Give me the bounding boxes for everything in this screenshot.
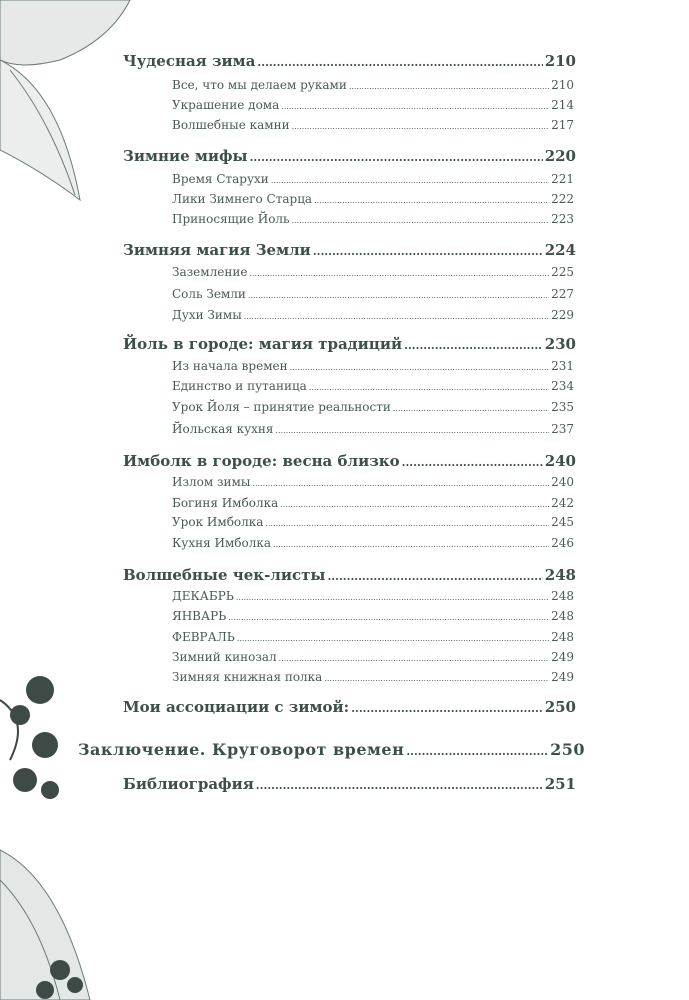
leader-dots bbox=[237, 634, 549, 643]
entry-title: Зимний кинозал bbox=[172, 650, 277, 664]
toc-section-heading[interactable] bbox=[123, 566, 576, 584]
leader-dots bbox=[250, 151, 543, 164]
leader-dots bbox=[327, 570, 542, 583]
entry-title: Волшебные чек-листы bbox=[123, 566, 326, 584]
entry-page: 227 bbox=[551, 287, 574, 301]
toc-subentry[interactable] bbox=[172, 515, 574, 529]
entry-title: Урок Имболка bbox=[172, 515, 264, 529]
toc-subentry[interactable] bbox=[172, 379, 574, 393]
entry-page: 223 bbox=[551, 212, 574, 226]
entry-title: Излом зимы bbox=[172, 475, 251, 489]
entry-title: Духи Зимы bbox=[172, 308, 242, 322]
toc-subentry[interactable] bbox=[172, 609, 574, 623]
leader-dots bbox=[279, 654, 549, 663]
entry-page: 214 bbox=[551, 98, 574, 112]
entry-page: 245 bbox=[551, 515, 574, 529]
toc-subentry[interactable] bbox=[172, 589, 574, 603]
entry-page: 240 bbox=[551, 475, 574, 489]
toc-subentry[interactable] bbox=[172, 422, 574, 436]
leader-dots bbox=[406, 745, 548, 758]
toc-entry-bibliography[interactable] bbox=[123, 775, 576, 793]
entry-title: Йоль в городе: магия традиций bbox=[123, 335, 403, 353]
entry-title: Волшебные камни bbox=[172, 118, 290, 132]
entry-page: 237 bbox=[551, 422, 574, 436]
leader-dots bbox=[236, 593, 549, 602]
entry-page: 249 bbox=[551, 670, 574, 684]
entry-page: 225 bbox=[551, 265, 574, 279]
entry-title: Приносящие Йоль bbox=[172, 212, 290, 226]
entry-page: 246 bbox=[551, 536, 574, 550]
entry-title: Зимняя магия Земли bbox=[123, 241, 311, 259]
toc-subentry[interactable] bbox=[172, 98, 574, 112]
leader-dots bbox=[351, 702, 543, 715]
entry-title: Украшение дома bbox=[172, 98, 280, 112]
toc-subentry[interactable] bbox=[172, 475, 574, 489]
leader-dots bbox=[314, 196, 549, 205]
toc-section-heading[interactable] bbox=[123, 52, 576, 70]
toc-subentry[interactable] bbox=[172, 630, 574, 644]
toc-section-heading[interactable] bbox=[123, 698, 576, 716]
toc-section-heading[interactable] bbox=[123, 147, 576, 165]
leader-dots bbox=[324, 674, 549, 683]
entry-title: Имболк в городе: весна близко bbox=[123, 452, 400, 470]
toc-subentry[interactable] bbox=[172, 78, 574, 92]
leader-dots bbox=[256, 779, 543, 792]
entry-title: Время Старухи bbox=[172, 172, 269, 186]
entry-page: 251 bbox=[544, 775, 576, 793]
entry-page: 210 bbox=[544, 52, 576, 70]
entry-page: 221 bbox=[551, 172, 574, 186]
berries-illustration-left bbox=[0, 660, 70, 810]
leader-dots bbox=[281, 102, 549, 111]
leader-dots bbox=[271, 176, 549, 185]
toc-subentry[interactable] bbox=[172, 265, 574, 279]
entry-page: 249 bbox=[551, 650, 574, 664]
entry-page: 210 bbox=[551, 78, 574, 92]
entry-title: Единство и путаница bbox=[172, 379, 307, 393]
leader-dots bbox=[273, 540, 549, 549]
toc-entry-conclusion[interactable] bbox=[78, 740, 585, 759]
leader-dots bbox=[309, 383, 549, 392]
leader-dots bbox=[313, 245, 543, 258]
entry-title: Лики Зимнего Старца bbox=[172, 192, 313, 206]
entry-page: 242 bbox=[551, 496, 574, 510]
toc-subentry[interactable] bbox=[172, 359, 574, 373]
leader-dots bbox=[393, 404, 549, 413]
entry-title: Заземление bbox=[172, 265, 248, 279]
entry-page: 250 bbox=[550, 740, 585, 759]
entry-title: Чудесная зима bbox=[123, 52, 256, 70]
entry-title: ЯНВАРЬ bbox=[172, 609, 227, 623]
leader-dots bbox=[292, 122, 549, 131]
leader-dots bbox=[276, 426, 550, 435]
entry-title: Кухня Имболка bbox=[172, 536, 272, 550]
entry-page: 229 bbox=[551, 308, 574, 322]
leaf-illustration-top-left bbox=[0, 0, 140, 210]
leader-dots bbox=[280, 500, 549, 509]
leader-dots bbox=[349, 82, 549, 91]
entry-title: Зимние мифы bbox=[123, 147, 248, 165]
entry-title: Зимняя книжная полка bbox=[172, 670, 323, 684]
leader-dots bbox=[249, 269, 549, 278]
leader-dots bbox=[290, 363, 549, 372]
toc-section-heading[interactable] bbox=[123, 452, 576, 470]
toc-subentry[interactable] bbox=[172, 400, 574, 414]
toc-section-heading[interactable] bbox=[123, 241, 576, 259]
entry-page: 220 bbox=[544, 147, 576, 165]
entry-page: 217 bbox=[551, 118, 574, 132]
toc-subentry[interactable] bbox=[172, 650, 574, 664]
entry-title: Урок Йоля – принятие реальности bbox=[172, 400, 391, 414]
toc-subentry[interactable] bbox=[172, 536, 574, 550]
entry-page: 234 bbox=[551, 379, 574, 393]
entry-title: Из начала времен bbox=[172, 359, 288, 373]
toc-section-heading[interactable] bbox=[123, 335, 576, 353]
toc-subentry[interactable] bbox=[172, 192, 574, 206]
entry-page: 250 bbox=[544, 698, 576, 716]
entry-page: 240 bbox=[544, 452, 576, 470]
entry-page: 222 bbox=[551, 192, 574, 206]
toc-subentry[interactable] bbox=[172, 670, 574, 684]
entry-title: Богиня Имболка bbox=[172, 496, 279, 510]
leader-dots bbox=[252, 479, 549, 488]
entry-page: 248 bbox=[551, 589, 574, 603]
toc-subentry[interactable] bbox=[172, 118, 574, 132]
entry-title: ДЕКАБРЬ bbox=[172, 589, 234, 603]
entry-page: 235 bbox=[551, 400, 574, 414]
entry-page: 224 bbox=[544, 241, 576, 259]
leader-dots bbox=[257, 56, 542, 69]
entry-title: Все, что мы делаем руками bbox=[172, 78, 347, 92]
toc-subentry[interactable] bbox=[172, 496, 574, 510]
toc-subentry[interactable] bbox=[172, 172, 574, 186]
entry-title: ФЕВРАЛЬ bbox=[172, 630, 235, 644]
entry-title: Йольская кухня bbox=[172, 422, 274, 436]
leaf-illustration-bottom-left bbox=[0, 820, 120, 1000]
entry-page: 231 bbox=[551, 359, 574, 373]
entry-title: Заключение. Круговорот времен bbox=[78, 740, 405, 759]
entry-title: Мои ассоциации с зимой: bbox=[123, 698, 350, 716]
leader-dots bbox=[244, 312, 549, 321]
leader-dots bbox=[402, 456, 543, 469]
entry-page: 248 bbox=[551, 630, 574, 644]
leader-dots bbox=[404, 339, 543, 352]
leader-dots bbox=[292, 216, 550, 225]
leader-dots bbox=[228, 613, 549, 622]
entry-title: Соль Земли bbox=[172, 287, 246, 301]
toc-subentry[interactable] bbox=[172, 212, 574, 226]
toc-subentry[interactable] bbox=[172, 287, 574, 301]
entry-page: 248 bbox=[551, 609, 574, 623]
leader-dots bbox=[248, 291, 549, 300]
entry-title: Библиография bbox=[123, 775, 254, 793]
toc-subentry[interactable] bbox=[172, 308, 574, 322]
leader-dots bbox=[265, 519, 549, 528]
entry-page: 230 bbox=[544, 335, 576, 353]
entry-page: 248 bbox=[544, 566, 576, 584]
